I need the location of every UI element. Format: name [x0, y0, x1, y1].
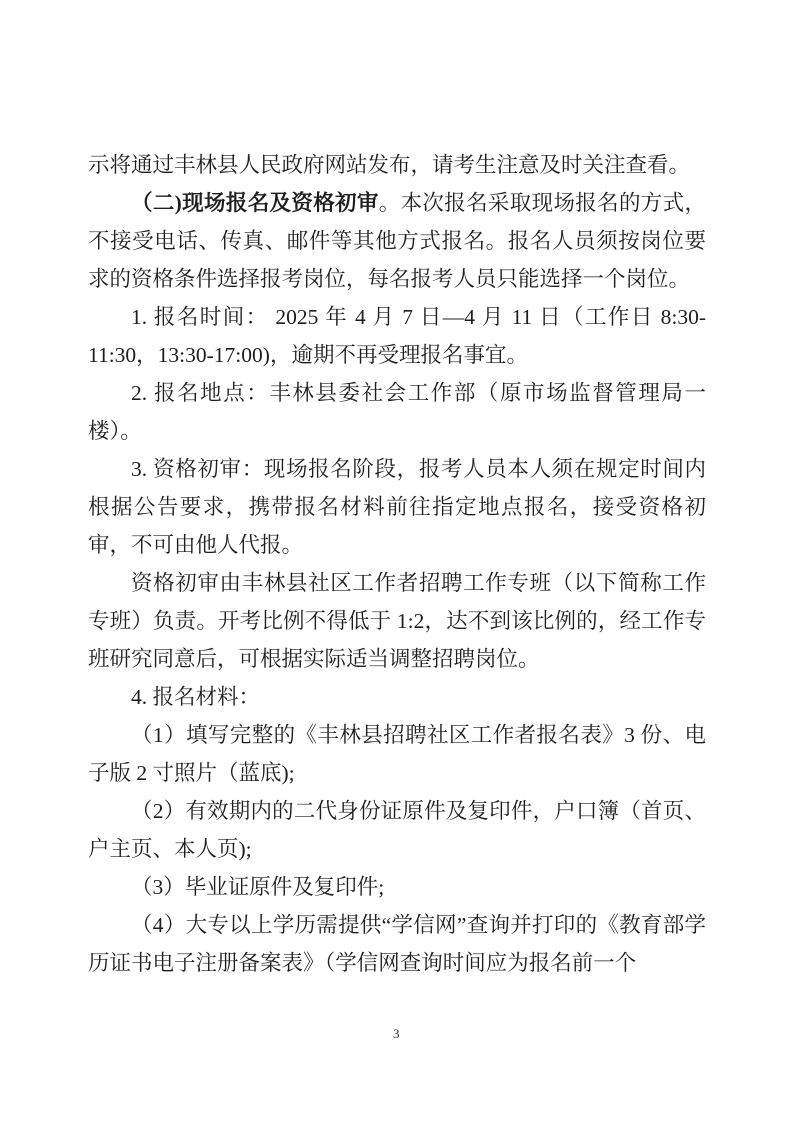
- paragraph: [88, 146, 706, 184]
- paragraph: [88, 868, 706, 906]
- text-run: 2. 报名地点：丰林县委社会工作部（原市场监督管理局一楼）。: [88, 381, 706, 443]
- paragraph: [88, 716, 706, 792]
- text-run: （2）有效期内的二代身份证原件及复印件，户口簿（首页、户主页、本人页);: [88, 799, 706, 861]
- paragraph: [88, 564, 706, 678]
- text-run: （4）大专以上学历需提供“学信网”查询并打印的《教育部学历证书电子注册备案表》（学信网查询时间应为报名前一个: [88, 913, 706, 975]
- paragraph: [88, 792, 706, 868]
- paragraph: [88, 298, 706, 374]
- text-run: 资格初审由丰林县社区工作者招聘工作专班（以下简称工作专班）负责。开考比例不得低于 1:2，达不到该比例的，经工作专班研究同意后，可根据实际适当调整招聘岗位。: [88, 571, 706, 671]
- document-body: [88, 146, 706, 982]
- paragraph: [88, 184, 706, 298]
- paragraph: [88, 374, 706, 450]
- paragraph: [88, 906, 706, 982]
- paragraph: [88, 450, 706, 564]
- text-run: 示将通过丰林县人民政府网站发布，请考生注意及时关注查看。: [88, 153, 691, 177]
- text-run: 3. 资格初审：现场报名阶段，报考人员本人须在规定时间内根据公告要求，携带报名材料前往指定地点报名，接受资格初审，不可由他人代报。: [88, 457, 706, 557]
- text-run: 。本次报名采取现场报名的方式，不接受电话、传真、邮件等其他方式报名。报名人员须按岗位要求的资格条件选择报考岗位，每名报考人员只能选择一个岗位。: [88, 191, 706, 291]
- text-run: 1. 报名时间： 2025 年 4 月 7 日—4 月 11 日（工作日 8:30-11:30，13:30-17:00)，逾期不再受理报名事宜。: [88, 305, 706, 367]
- section-heading-run: （二)现场报名及资格初审: [131, 191, 379, 215]
- page-number: 3: [393, 1026, 400, 1041]
- text-run: （1）填写完整的《丰林县招聘社区工作者报名表》3 份、电子版 2 寸照片（蓝底);: [88, 723, 706, 785]
- text-run: 4. 报名材料：: [131, 685, 261, 709]
- text-run: （3）毕业证原件及复印件;: [131, 875, 385, 899]
- paragraph: [88, 678, 706, 716]
